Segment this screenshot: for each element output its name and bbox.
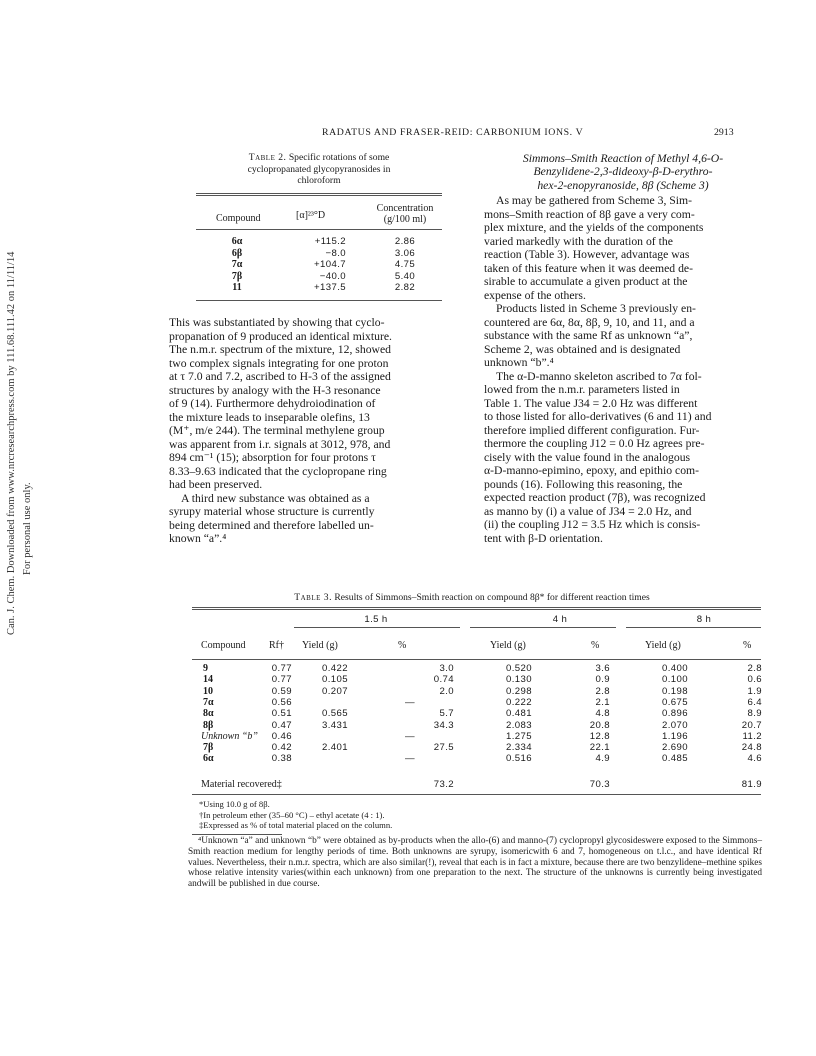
table2-caption-line2: cyclopropanated glycopyranosides in (247, 163, 391, 175)
table2-col-concentration (365, 203, 445, 225)
table3-row-yield-1: 2.401 (321, 742, 348, 754)
table2-top-rule (196, 193, 442, 194)
table2-row-compound: 6β (231, 247, 243, 259)
table2-caption-line1: Specific rotations of some (288, 152, 390, 163)
table3-row-pct-1: 27.5 (433, 742, 454, 754)
section-heading (484, 152, 762, 192)
heading-line-1: Simmons–Smith Reaction of Methyl 4,6-O- (522, 152, 724, 165)
right-text-line: (ii) the coupling J12 = 3.5 Hz which is consis- (484, 518, 701, 531)
table3-col-yield-1: Yield (g) (302, 640, 338, 651)
left-text-line: structures by analogy with the H-3 resonance (169, 383, 381, 397)
table3-group-rule-3 (626, 627, 761, 628)
table2-row-concentration: 2.86 (394, 236, 416, 247)
table3-row-yield-2: 0.481 (505, 708, 532, 720)
table2-row-rotation: −8.0 (325, 247, 346, 259)
right-text-line: substance with the same Rf as unknown “a”, (484, 329, 693, 342)
table3-row-pct-3: 8.9 (747, 708, 762, 720)
table3-row-rf: 0.47 (271, 719, 292, 731)
left-text-line: propanation of 9 produced an identical mixture. (169, 329, 392, 343)
table3-row-yield-3: 0.675 (661, 696, 688, 708)
left-text-line: at τ 7.0 and 7.2, ascribed to H-3 of the assigned (169, 370, 391, 383)
table3-recovered-2: 70.3 (589, 779, 610, 790)
table3-row-pct-2: 22.1 (589, 742, 610, 754)
table3-row-yield-1: 0.105 (321, 674, 348, 686)
table3-row-yield-2: 2.083 (505, 719, 532, 731)
right-text-line: lowed from the n.m.r. parameters listed in (484, 383, 680, 396)
right-text-line: The α-D-manno skeleton ascribed to 7α fol- (496, 369, 702, 383)
right-text-line: as manno by (i) a value of J34 = 2.0 Hz, and (484, 504, 692, 518)
table3-row-yield-1: 0.207 (321, 685, 348, 697)
table3-row-compound: 10 (203, 685, 213, 697)
left-text-line: two complex signals integrating for one proton (169, 356, 389, 370)
table3-col-pct-3: % (743, 640, 752, 651)
right-text-line: countered are 6α, 8α, 8β, 9, 10, and 11, and a (484, 315, 695, 329)
table3-recovered-3: 81.9 (741, 779, 762, 790)
right-text-line: unknown “b”.⁴ (484, 356, 554, 369)
table3-caption (176, 592, 768, 604)
table3-col-yield-2: Yield (g) (490, 640, 526, 651)
table3-row-pct-3: 11.2 (742, 730, 762, 742)
table3-row-pct-1: — (405, 753, 415, 765)
watermark-line-1: Can. J. Chem. Downloaded from www.nrcresearchpress.com by 111.68.111.42 on 11/11/14 (6, 251, 17, 635)
table3-group-rule-1 (294, 627, 460, 628)
right-text-line: pounds (16). Following this reasoning, the (484, 477, 683, 491)
download-watermark (2, 145, 48, 635)
table2-row-rotation: +104.7 (313, 259, 346, 271)
table3-row-pct-1: 3.0 (439, 663, 454, 674)
table3-row-pct-3: 4.6 (747, 753, 762, 765)
table2-row-rotation: +115.2 (314, 236, 346, 247)
watermark-line-2: For personal use only. (22, 482, 33, 575)
right-text-line: plex mixture, and the yields of the components (484, 221, 704, 234)
right-text-line: reaction (Table 3). However, advantage was (484, 248, 690, 261)
table3-row-compound: 14 (203, 674, 213, 686)
table3-row-yield-3: 1.196 (661, 730, 688, 742)
table2-row-compound: 7β (231, 270, 243, 282)
right-text-line: to those listed for allo-derivatives (6 and 11) and (484, 410, 712, 423)
right-text-line: α-D-manno-epimino, epoxy, and epithio com- (484, 464, 700, 477)
table2-top-rule-2 (196, 195, 442, 196)
left-text-line: 894 cm⁻¹ (15); absorption for four protons τ (169, 451, 376, 464)
table3-row-rf: 0.38 (271, 753, 292, 765)
table3-row-yield-3: 0.485 (661, 753, 688, 765)
table3-row-yield-3: 0.400 (661, 663, 688, 674)
table3-row-yield-3: 2.690 (661, 742, 688, 754)
table2-row-concentration: 5.40 (394, 270, 416, 282)
table3-row-pct-1: — (405, 730, 415, 742)
table3-row-pct-2: 2.1 (595, 696, 610, 708)
table3-footnotes (199, 799, 759, 831)
footnote4-line: (within each unknown) from one preparation to the next. The structure of the unknowns is currently being investigated and (188, 868, 763, 890)
table2-row-compound: 6α (231, 236, 243, 247)
table2-bottom-rule (196, 300, 442, 301)
table3-row-yield-1: 3.431 (321, 719, 348, 731)
table3-footnote-3: ‡Expressed as % of total material placed on the column. (199, 820, 393, 831)
right-text-line: Table 1. The value J34 = 2.0 Hz was different (484, 396, 698, 410)
table3-row-pct-1: 34.3 (433, 719, 454, 731)
table2-row-concentration: 4.75 (394, 259, 416, 271)
left-column-text (169, 316, 468, 546)
right-column-text (484, 194, 762, 545)
table2-caption-line3: chloroform (297, 175, 341, 186)
table3-row-pct-3: 6.4 (747, 696, 762, 708)
footnote-4 (188, 836, 762, 890)
left-text-line: 8.33–9.63 indicated that the cyclopropane ring (169, 464, 387, 478)
left-text-line: The n.m.r. spectrum of the mixture, 12, showed (169, 343, 392, 356)
table3-top-rule-2 (192, 609, 761, 610)
right-text-line: thermore the coupling J12 = 0.0 Hz agrees pre- (484, 437, 705, 450)
table3-row-compound: 9 (203, 663, 208, 674)
table3-recovered-label: Material recovered‡ (201, 779, 282, 790)
left-text-line: the mixture leads to inseparable olefins, 13 (169, 410, 370, 424)
left-text-line: was apparent from i.r. signals at 3012, 978, and (169, 437, 391, 451)
footnote-separator (192, 834, 282, 835)
table2-caption-label: Table 2. (248, 152, 287, 163)
table3-header-rule (192, 659, 761, 660)
heading-line-3: hex-2-enopyranoside, 8β (Scheme 3) (537, 178, 709, 192)
table3-row-compound: 8β (203, 719, 214, 731)
table3-top-rule (192, 607, 761, 608)
table2-col-conc-line1: Concentration (376, 203, 434, 214)
right-text-line: Scheme 2, was obtained and is designated (484, 342, 681, 356)
table3-row-yield-2: 0.222 (505, 696, 532, 708)
table3-footnote-2: †In petroleum ether (35–60 °C) – ethyl acetate (4 : 1). (199, 809, 385, 820)
right-text-line: Products listed in Scheme 3 previously en- (496, 302, 696, 315)
table2-row-rotation: +137.5 (313, 282, 346, 294)
table3-row-yield-2: 2.334 (505, 742, 532, 754)
table3-row-pct-3: 1.9 (747, 685, 762, 697)
running-head: RADATUS AND FRASER-REID: CARBONIUM IONS. V (322, 127, 584, 138)
table3-row-yield-2: 0.516 (505, 753, 532, 765)
table3-row-pct-2: 4.9 (595, 753, 610, 765)
table3-row-pct-2: 0.9 (595, 674, 610, 686)
table3-row-pct-2: 3.6 (595, 663, 610, 674)
table3-row-rf: 0.77 (271, 663, 292, 674)
heading-line-2: Benzylidene-2,3-dideoxy-β-D-erythro- (533, 165, 713, 179)
table3-col-yield-3: Yield (g) (645, 640, 681, 651)
table3-row-pct-3: 20.7 (741, 719, 762, 731)
footnote4-line: (!), reveal that each is in fact a mixture, because there are two benzylidene–methine spikes whose relative intensity varies (188, 857, 762, 879)
table3-row-pct-2: 4.8 (595, 708, 610, 720)
table2-row-compound: 11 (232, 282, 242, 294)
table3-footnote-1: *Using 10.0 g of 8β. (199, 799, 270, 809)
table3-row-yield-1: 0.422 (321, 663, 348, 674)
table3-row-pct-1: — (405, 696, 415, 708)
footnote4-line: were exposed to the Simmons–Smith reaction medium for lengthy periods of time. Both unknowns are syrupy, isomeric (188, 836, 762, 857)
table3-row-pct-2: 12.8 (589, 730, 610, 742)
table2-col-conc-line2: (g/100 ml) (383, 214, 427, 225)
table3-row-compound: 6α (203, 753, 214, 765)
table3-row-rf: 0.42 (271, 742, 292, 754)
table3-recovered-1: 73.2 (433, 779, 454, 790)
table3-row-compound: Unknown “b” (201, 730, 258, 742)
table3-row-pct-3: 2.8 (747, 663, 762, 674)
page-number: 2913 (714, 127, 734, 138)
table2-row-rotation: −40.0 (319, 270, 346, 282)
table3-row-compound: 8α (203, 708, 214, 720)
table3-bottom-rule (192, 794, 761, 795)
table3-row-yield-3: 0.198 (661, 685, 688, 697)
table3-row-pct-3: 24.8 (741, 742, 762, 754)
table2 (196, 152, 442, 187)
table3-col-rf: Rf† (269, 640, 284, 651)
table3-col-pct-1: % (398, 640, 407, 651)
table3-row-yield-3: 0.100 (661, 674, 688, 686)
left-text-line: syrupy material whose structure is currently (169, 505, 375, 518)
table3-row-yield-1: 0.565 (321, 708, 348, 720)
left-text-line: A third new substance was obtained as a (181, 491, 370, 505)
right-text-line: taken of this feature when it was deemed de- (484, 261, 693, 275)
left-text-line: being determined and therefore labelled un- (169, 518, 374, 532)
table3-row-compound: 7α (203, 696, 214, 708)
table3-row-rf: 0.59 (271, 685, 292, 697)
footnote4-line: will be published in due course. (201, 879, 320, 890)
right-text-line: varied markedly with the duration of the (484, 234, 673, 248)
right-text-line: tent with β-D orientation. (484, 531, 603, 545)
table3-col-pct-2: % (591, 640, 600, 651)
table3-row-rf: 0.51 (271, 708, 292, 720)
table2-col-compound: Compound (216, 213, 261, 224)
table3-row-pct-1: 2.0 (439, 685, 454, 697)
table3-row-compound: 7β (203, 742, 214, 754)
table3-row-yield-3: 2.070 (661, 719, 688, 731)
right-text-line: sirable to accumulate a given product at the (484, 275, 688, 288)
left-text-line: known “a”.⁴ (169, 532, 227, 545)
table2-header-rule (196, 229, 442, 230)
left-text-line: had been preserved. (169, 478, 263, 491)
table3-row-pct-2: 20.8 (589, 719, 610, 731)
table3-row-yield-2: 0.298 (505, 685, 532, 697)
right-text-line: expected reaction product (7β), was recognized (484, 491, 706, 504)
right-text-line: therefore implied different configuration. Fur- (484, 423, 700, 437)
footnote4-line: with 6 and 7, homogeneous on t.l.c., and have identical Rf values. Nevertheless, their n.m.r. spectra, which are also similar (188, 846, 762, 868)
left-text-line: (M⁺, m/e 244). The terminal methylene group (169, 424, 385, 437)
right-text-line: As may be gathered from Scheme 3, Sim- (496, 194, 693, 207)
table2-col-rotation: [α]²³°D (296, 210, 326, 221)
table3-group-rule-2 (470, 627, 616, 628)
table3-time-3: 8 h (696, 614, 712, 625)
table3-row-pct-1: 0.74 (433, 674, 454, 686)
footnote4-line: ⁴Unknown “a” and unknown “b” were obtained as by-products when the allo-(6) and manno-(7) cyclopropyl glycosides (198, 836, 646, 846)
table3-row-yield-2: 0.520 (505, 663, 532, 674)
left-text-line: of 9 (14). Furthermore dehydroiodination of (169, 397, 376, 410)
table3-caption-text: Results of Simmons–Smith reaction on compound 8β* for different reaction times (334, 592, 650, 603)
table3-row-rf: 0.77 (271, 674, 292, 686)
table3-row-yield-3: 0.896 (661, 708, 688, 720)
table3-row-pct-1: 5.7 (439, 708, 454, 720)
table2-caption (196, 152, 442, 187)
table3-row-rf: 0.56 (271, 696, 292, 708)
table2-row-concentration: 2.82 (394, 282, 416, 294)
left-text-line: This was substantiated by showing that cyclo- (169, 316, 385, 329)
table3-row-pct-2: 2.8 (595, 685, 610, 697)
table3-time-2: 4 h (552, 614, 568, 625)
table3-row-yield-2: 0.130 (505, 674, 532, 686)
right-text-line: cisely with the value found in the analogous (484, 450, 691, 464)
table3-row-rf: 0.46 (271, 730, 292, 742)
right-text-line: mons–Smith reaction of 8β gave a very com- (484, 207, 695, 221)
table3-row-yield-2: 1.275 (505, 730, 532, 742)
right-text-line: expense of the others. (484, 288, 586, 302)
table3-col-compound: Compound (201, 640, 246, 651)
table2-row-compound: 7α (231, 259, 243, 271)
table3-row-pct-3: 0.6 (747, 674, 762, 686)
table3-time-1: 1.5 h (364, 614, 388, 625)
table3-caption-label: Table 3. (294, 592, 332, 603)
table2-row-concentration: 3.06 (394, 247, 416, 259)
